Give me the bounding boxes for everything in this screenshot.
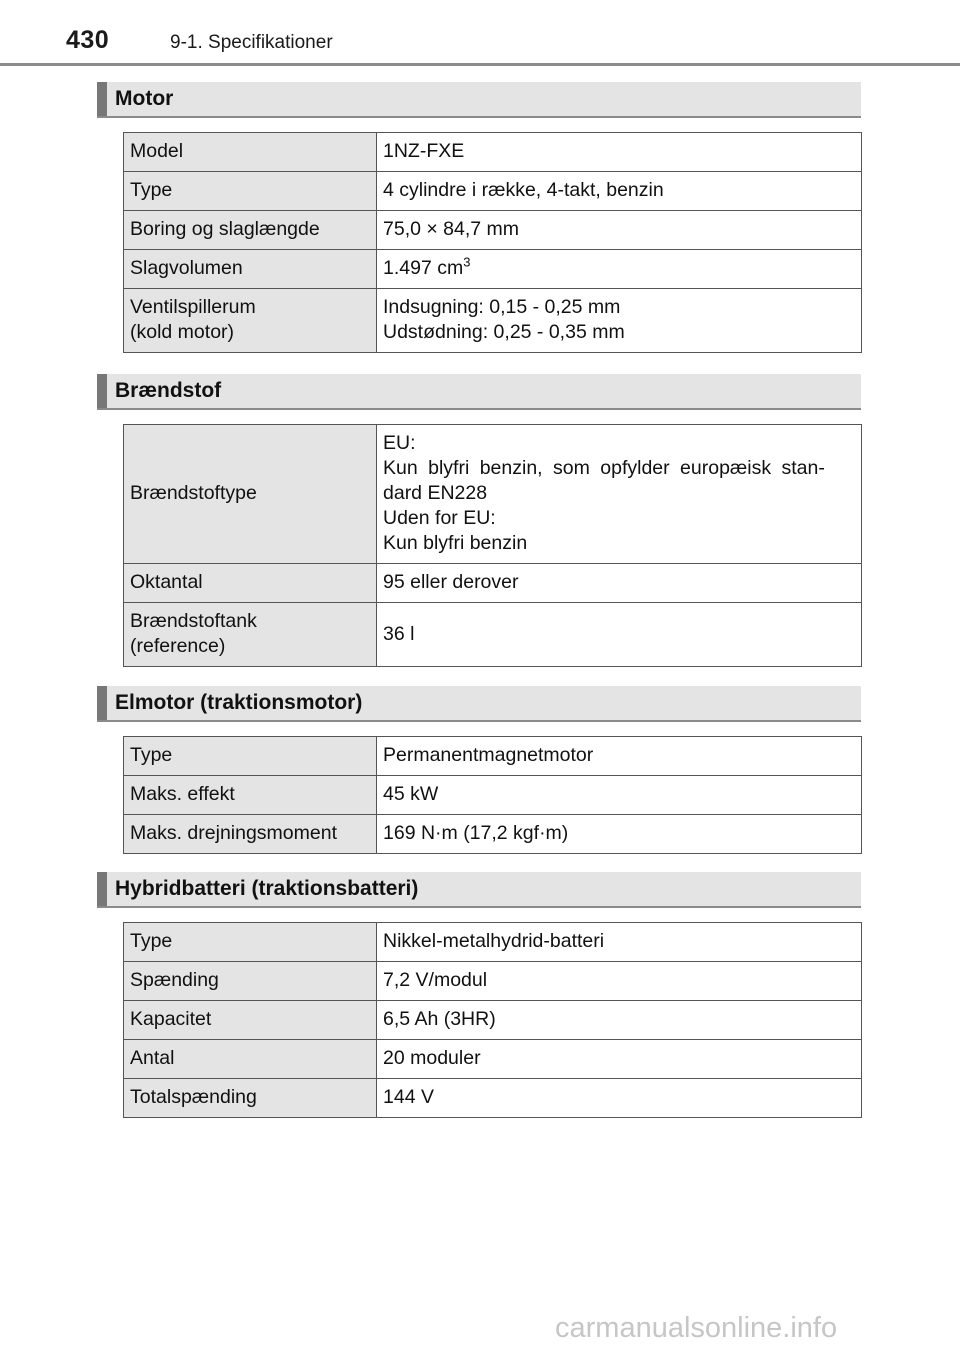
spec-value: 169 N·m (17,2 kgf·m) [377,815,862,854]
section-header-motor [97,82,861,118]
spec-label: Model [124,133,377,172]
spec-value [377,289,862,353]
spec-value: 4 cylindre i række, 4-takt, benzin [377,172,862,211]
spec-label-line: (reference) [130,635,226,657]
spec-value: Nikkel-metalhydrid-batteri [377,923,862,962]
section-bar [97,374,107,408]
spec-value-line: EU: [383,432,416,454]
spec-value-line: Kun blyfri benzin [383,532,528,554]
table-row [124,923,862,962]
spec-label: Slagvolumen [124,250,377,289]
spec-value: 95 eller derover [377,564,862,603]
spec-label: Maks. effekt [124,776,377,815]
spec-label: Maks. drejningsmoment [124,815,377,854]
section-title-motor: Motor [115,87,174,110]
section-header-hybrid-battery [97,872,861,908]
table-row [124,564,862,603]
spec-value: 20 moduler [377,1040,862,1079]
electric-motor-spec-table [123,736,862,854]
spec-value: 7,2 V/modul [377,962,862,1001]
superscript: 3 [463,254,471,270]
spec-value-text: 1.497 cm [383,257,464,279]
section-title-fuel: Brændstof [115,379,222,402]
spec-value-line: Kun blyfri benzin, som opfylder europæisk stan- [383,457,825,479]
spec-label: Type [124,737,377,776]
table-row [124,737,862,776]
spec-value [377,250,862,289]
spec-value-line: Indsugning: 0,15 - 0,25 mm [383,296,621,318]
spec-label: Totalspænding [124,1079,377,1118]
spec-label [124,603,377,667]
spec-value-line: Uden for EU: [383,507,496,529]
spec-label: Type [124,172,377,211]
spec-value: Permanentmagnetmotor [377,737,862,776]
spec-label [124,289,377,353]
table-row [124,776,862,815]
section-bar [97,82,107,116]
spec-label: Kapacitet [124,1001,377,1040]
spec-label: Antal [124,1040,377,1079]
section-bar [97,872,107,906]
table-row [124,425,862,564]
spec-label: Spænding [124,962,377,1001]
spec-label: Type [124,923,377,962]
spec-value: 75,0 × 84,7 mm [377,211,862,250]
table-row [124,1040,862,1079]
fuel-spec-table [123,424,862,667]
spec-label: Brændstoftype [124,425,377,564]
table-row [124,172,862,211]
header-rule [0,63,960,66]
table-row [124,1079,862,1118]
motor-spec-table [123,132,862,353]
spec-label-line: Brændstoftank [130,610,257,632]
table-row [124,289,862,353]
watermark-text[interactable]: carmanualsonline.info [555,1312,838,1344]
section-title-electric-motor: Elmotor (traktionsmotor) [115,691,363,714]
table-row [124,211,862,250]
spec-label-line: (kold motor) [130,321,235,343]
hybrid-battery-spec-table [123,922,862,1118]
table-row [124,962,862,1001]
table-row [124,815,862,854]
section-title-hybrid-battery: Hybridbatteri (traktionsbatteri) [115,877,419,900]
spec-value: 6,5 Ah (3HR) [377,1001,862,1040]
page-number: 430 [66,26,110,54]
spec-label-line: Ventilspillerum [130,296,256,318]
table-row [124,250,862,289]
spec-value: 1NZ-FXE [377,133,862,172]
chapter-title: 9-1. Specifikationer [170,32,333,53]
section-bar [97,686,107,720]
page-header [0,0,960,66]
spec-label: Boring og slaglængde [124,211,377,250]
spec-value: 144 V [377,1079,862,1118]
spec-value: 36 l [377,603,862,667]
table-row [124,133,862,172]
spec-label: Oktantal [124,564,377,603]
table-row [124,603,862,667]
spec-value-line: Udstødning: 0,25 - 0,35 mm [383,321,625,343]
spec-value [377,425,862,564]
spec-value: 45 kW [377,776,862,815]
table-row [124,1001,862,1040]
spec-value-line: dard EN228 [383,482,488,504]
section-header-fuel [97,374,861,410]
section-header-electric-motor [97,686,861,722]
